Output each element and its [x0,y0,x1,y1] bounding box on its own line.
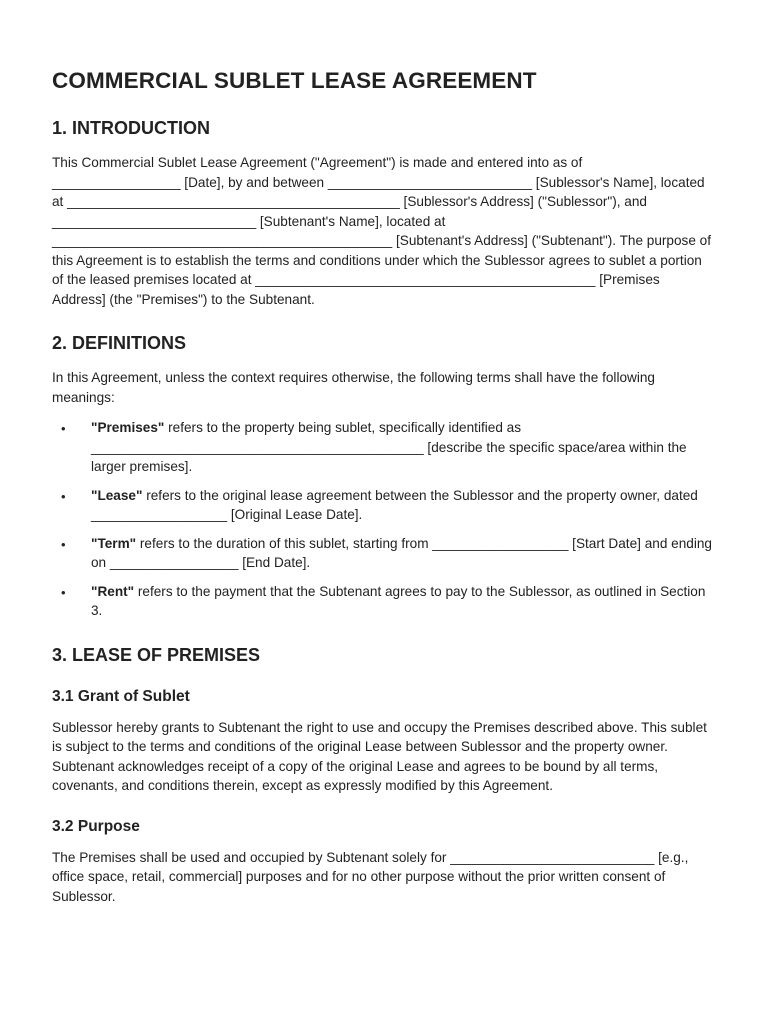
definitions-heading: 2. DEFINITIONS [52,333,187,353]
definition-text: refers to the property being sublet, specifically identified as ____________________________________________ [describe the specific space/area within the larger premises]. [91,420,687,474]
definition-item-term [52,534,712,573]
purpose-heading: 3.2 Purpose [52,817,140,835]
definition-term: "Premises" [91,420,165,435]
definition-text: refers to the payment that the Subtenant agrees to pay to the Sublessor, as outlined in Section 3. [91,583,706,618]
grant-paragraph: Sublessor hereby grants to Subtenant the right to use and occupy the Premises described above. This sublet is subject to the terms and conditions of the original Lease between Sublessor and the property owner. Subtenant acknowledges receipt of a copy of the original Lease and agrees to be bound by all terms, covenants, and conditions therein, except as expressly modified by this Agreement. [52,719,707,793]
definition-item-premises [52,418,712,477]
purpose-paragraph: The Premises shall be used and occupied by Subtenant solely for ___________________________ [e.g., office space, retail, commercial] purposes and for no other purpose without the prior written consent of Sublessor. [52,849,689,904]
section-introduction [52,118,712,309]
definition-item-rent [52,582,712,621]
bullet-icon: • [61,421,66,436]
lease-of-premises-heading: 3. LEASE OF PREMISES [52,644,261,665]
grant-heading: 3.1 Grant of Sublet [52,687,190,705]
introduction-paragraph: This Commercial Sublet Lease Agreement ("Agreement") is made and entered into as of _________________ [Date], by and between ___________________________ [Sublessor's Name], located at ____________________________________________ [Sublessor's Address] ("Sublessor"), and ___________________________ [Subtenant's Name], located at _____________________________________________ [Subtenant's Address] ("Subtenant"). The purpose of this Agreement is to establish the terms and conditions under which the Sublessor agrees to sublet a portion of the leased premises located at _____________________________________________ [Premises Address] (the "Premises") to the Subtenant. [52,155,712,307]
document-title: COMMERCIAL SUBLET LEASE AGREEMENT [52,68,537,93]
definition-text: refers to the original lease agreement between the Sublessor and the property owner, dated __________________ [Original Lease Date]. [91,487,698,522]
definition-text: refers to the duration of this sublet, starting from __________________ [Start Date] and ending on _________________ [End Date]. [91,535,712,570]
definitions-list [52,418,712,621]
section-lease-of-premises [52,645,712,907]
bullet-icon: • [61,488,66,504]
subsection-grant-of-sublet [52,688,712,796]
definition-term: "Rent" [91,583,135,599]
bullet-icon: • [61,536,66,552]
bullet-icon: • [61,584,66,600]
section-definitions [52,333,712,621]
definition-term: "Term" [91,535,137,551]
definitions-intro: In this Agreement, unless the context requires otherwise, the following terms shall have the following meanings: [52,370,655,405]
definition-term: "Lease" [91,487,143,503]
subsection-purpose [52,818,712,907]
introduction-heading: 1. INTRODUCTION [52,118,211,138]
definition-item-lease [52,486,712,525]
